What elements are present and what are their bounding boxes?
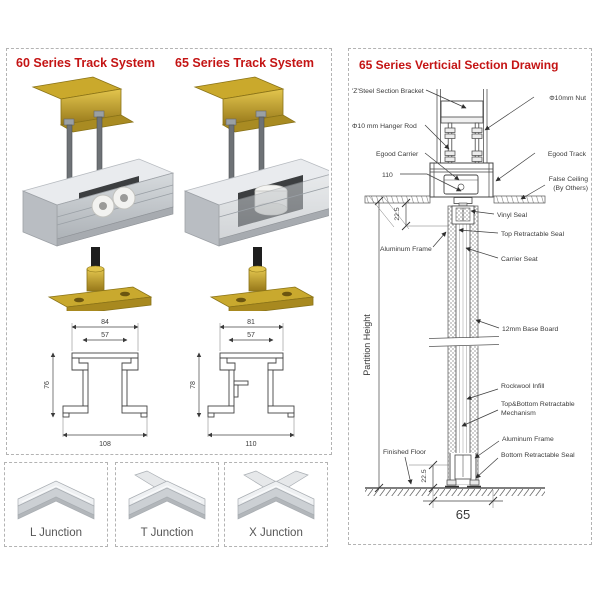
track-systems-panel (6, 48, 332, 455)
dim-60-inner: 57 (101, 332, 109, 339)
section-drawing (349, 49, 591, 544)
vertical-section-panel (348, 48, 592, 545)
label-z-bracket: 'Z'Steel Section Bracket (352, 88, 424, 95)
title-vertical-section: 65 Series Verticial Section Drawing (359, 58, 559, 72)
photo-65-series-track (185, 77, 329, 311)
dim-65-height: 78 (190, 381, 197, 389)
dim-65-inner: 57 (247, 332, 255, 339)
label-false-ceiling-1: False Ceiling (548, 176, 588, 183)
l-junction-label: L Junction (30, 527, 82, 539)
l-junction-box (4, 462, 108, 547)
finished-floor-shape (365, 488, 545, 496)
label-rockwool: Rockwool Infill (501, 383, 545, 390)
dim-65-top: 81 (247, 319, 255, 326)
label-alu-frame-top: Aluminum Frame (380, 246, 432, 253)
vinyl-seal-shape (454, 198, 472, 207)
dim-60-height: 76 (44, 381, 51, 389)
label-vinyl-seal: Vinyl Seal (497, 212, 528, 219)
title-65-series: 65 Series Track System (175, 56, 314, 70)
label-alu-frame-bottom: Aluminum Frame (502, 436, 554, 443)
label-egood-track: Egood Track (547, 151, 586, 158)
t-junction-box (115, 462, 219, 547)
break-symbol (429, 337, 499, 347)
title-60-series: 60 Series Track System (16, 56, 155, 70)
label-nut: Φ10mm Nut (549, 95, 586, 102)
label-bottom-seal: Bottom Retractable Seal (501, 452, 575, 459)
label-dim-110: 110 (382, 172, 393, 179)
dim-225-bottom-label: 22.5 (421, 469, 428, 483)
photo-60-series-track (23, 77, 173, 311)
dim-225-bottom (409, 461, 448, 492)
l-junction-drawing (8, 469, 104, 527)
label-mechanism-2: Mechanism (501, 410, 536, 417)
label-mechanism-1: Top&Bottom Retractable (501, 401, 575, 408)
profile-60-series (44, 319, 147, 448)
track-photos (13, 71, 329, 311)
label-finished-floor: Finished Floor (383, 449, 427, 456)
label-carrier-seat: Carrier Seat (501, 256, 538, 263)
profile-65-series (190, 319, 294, 448)
profile-drawings (21, 313, 321, 453)
hanger-rods (445, 123, 482, 163)
partition-height-label: Partition Height (362, 314, 372, 376)
top-retractable-seal-shape (452, 206, 474, 224)
dim-225-top-label: 22.5 (394, 207, 401, 221)
z-steel-bracket (441, 101, 483, 123)
label-hanger-rod: Φ10 mm Hanger Rod (352, 123, 417, 130)
dim-65-bottom: 110 (245, 441, 257, 448)
partition-height-dim (362, 197, 383, 492)
t-junction-drawing (119, 469, 215, 527)
bottom-retractable-seal-shape (445, 453, 481, 487)
dim-60-bottom: 108 (99, 441, 111, 448)
dim-65-label: 65 (455, 507, 471, 522)
t-junction-label: T Junction (140, 527, 194, 539)
x-junction-box (224, 462, 328, 547)
label-false-ceiling-2: (By Others) (553, 185, 588, 192)
x-junction-label: X Junction (249, 527, 303, 539)
label-egood-carrier: Egood Carrier (376, 151, 419, 158)
dim-60-top: 84 (101, 319, 109, 326)
label-base-board: 12mm Base Board (502, 326, 559, 333)
x-junction-drawing (228, 469, 324, 527)
label-top-seal: Top Retractable Seal (501, 231, 565, 238)
